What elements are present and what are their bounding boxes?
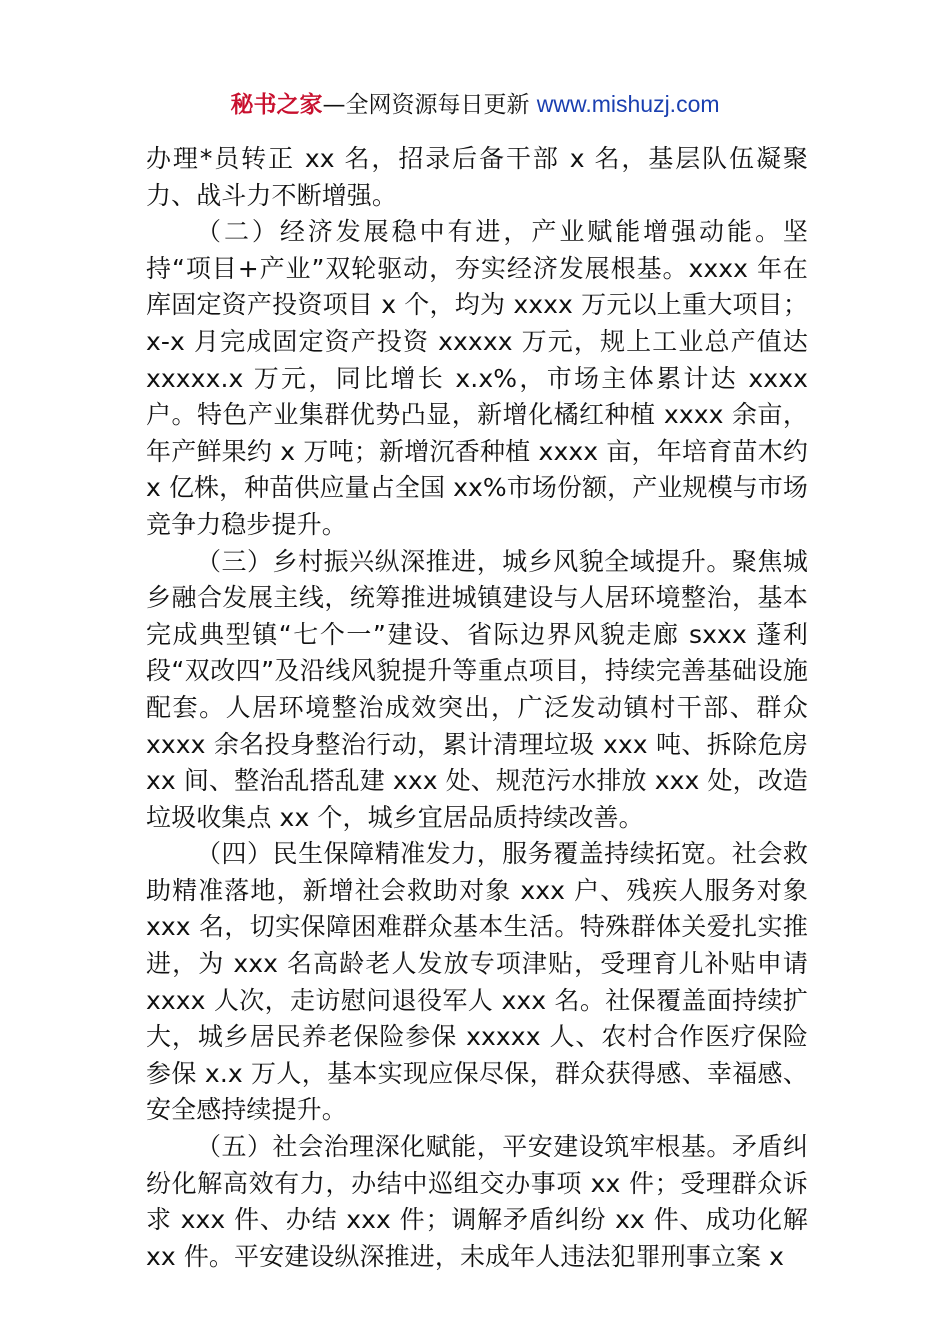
header-slogan: —全网资源每日更新 [322, 92, 537, 118]
document-body [146, 141, 808, 1275]
paragraph-continuation: 办理*员转正 xx 名，招录后备干部 x 名，基层队伍凝聚力、战斗力不断增强。 [146, 144, 808, 210]
header-brand: 秘书之家 [230, 92, 323, 118]
paragraph-livelihood: （四）民生保障精准发力，服务覆盖持续拓宽。社会救助精准落地，新增社会救助对象 xxx 户、残疾人服务对象 xxx 名，切实保障困难群众基本生活。特殊群体关爱扎实推进，为 xxx 名高龄老人发放专项津贴，受理育儿补贴申请 xxxx 人次，走访慰问退役军人 xxx 名。社保覆盖面持续扩大，城乡居民养老保险参保 xxxxx 人、农村合作医疗保险参保 x.x 万人，基本实现应保尽保，群众获得感、幸福感、安全感持续提升。 [146, 839, 808, 1125]
page-header [0, 88, 950, 121]
paragraph-social-governance: （五）社会治理深化赋能，平安建设筑牢根基。矛盾纠纷化解高效有力，办结中巡组交办事项 xx 件；受理群众诉求 xxx 件、办结 xxx 件；调解矛盾纠纷 xx 件、成功化解 xx 件。平安建设纵深推进，未成年人违法犯罪刑事立案 x [146, 1132, 808, 1271]
paragraph-rural-revitalization: （三）乡村振兴纵深推进，城乡风貌全域提升。聚焦城乡融合发展主线，统筹推进城镇建设与人居环境整治，基本完成典型镇“七个一”建设、省际边界风貌走廊 sxxx 蓬利段“双改四”及沿线风貌提升等重点项目，持续完善基础设施配套。人居环境整治成效突出，广泛发动镇村干部、群众 xxxx 余名投身整治行动，累计清理垃圾 xxx 吨、拆除危房 xx 间、整治乱搭乱建 xxx 处、规范污水排放 xxx 处，改造垃圾收集点 xx 个，城乡宜居品质持续改善。 [146, 546, 808, 832]
header-site-link[interactable]: www.mishuzj.com [536, 91, 720, 117]
paragraph-economy: （二）经济发展稳中有进，产业赋能增强动能。坚持“项目+产业”双轮驱动，夯实经济发展根基。xxxx 年在库固定资产投资项目 x 个，均为 xxxx 万元以上重大项目；x-x 月完成固定资产投资 xxxxx 万元，规上工业总产值达 xxxxx.x 万元，同比增长 x.x%，市场主体累计达 xxxx 户。特色产业集群优势凸显，新增化橘红种植 xxxx 余亩，年产鲜果约 x 万吨；新增沉香种植 xxxx 亩，年培育苗木约 x 亿株，种苗供应量占全国 xx%市场份额，产业规模与市场竞争力稳步提升。 [146, 217, 808, 539]
